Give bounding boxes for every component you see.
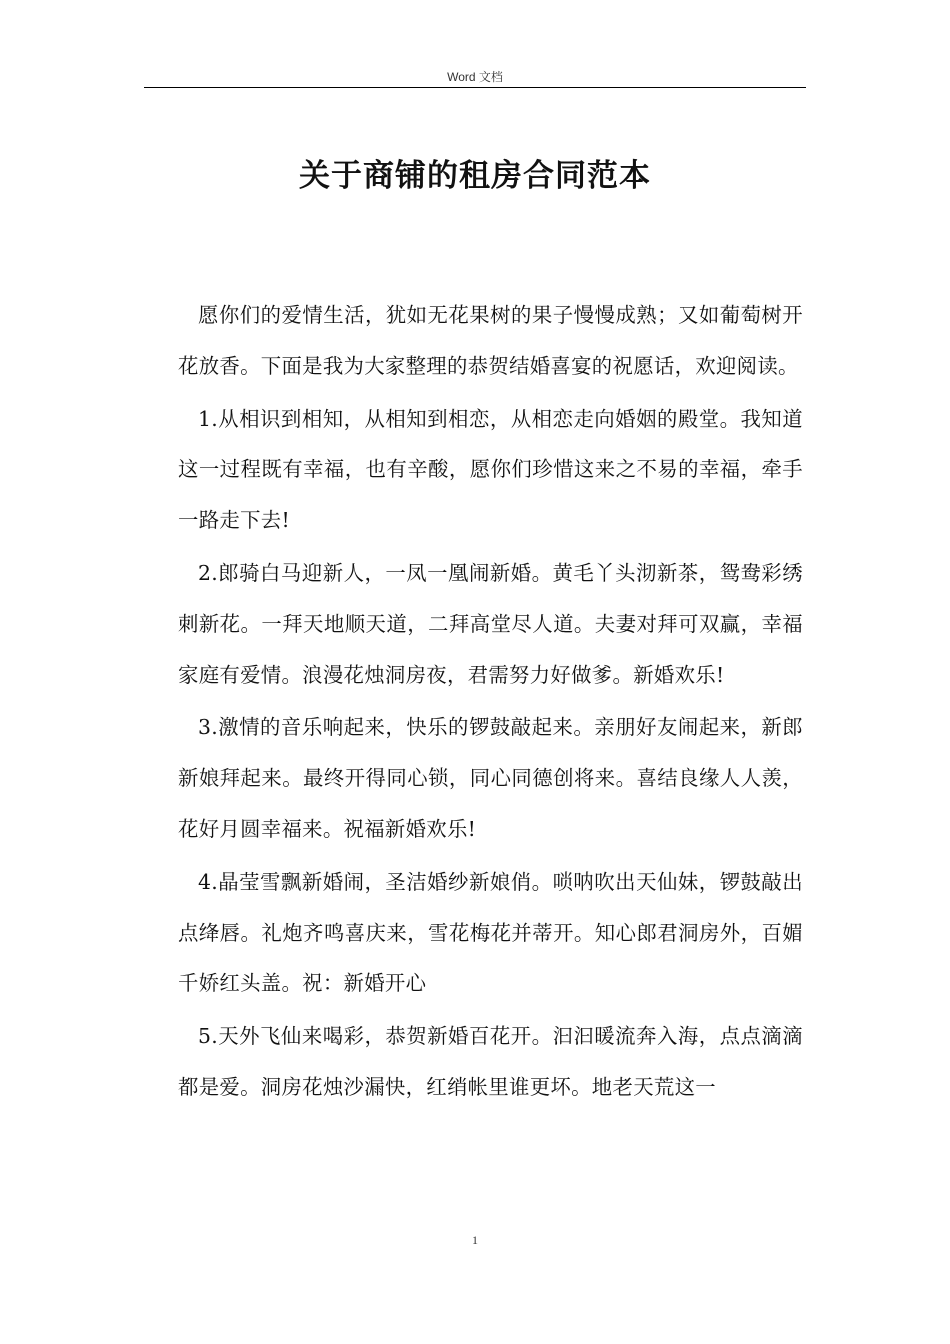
paragraph-1: 1.从相识到相知，从相知到相恋，从相恋走向婚姻的殿堂。我知道这一过程既有幸福，也有辛酸，愿你们珍惜这来之不易的幸福，牵手一路走下去! bbox=[178, 406, 803, 533]
paragraph-2: 2.郎骑白马迎新人，一凤一凰闹新婚。黄毛丫头沏新茶，鸳鸯彩绣刺新花。一拜天地顺天道，二拜高堂尽人道。夫妻对拜可双赢，幸福家庭有爱情。浪漫花烛洞房夜，君需努力好做爹。新婚欢乐! bbox=[178, 560, 803, 687]
header-rule bbox=[144, 87, 806, 88]
paragraph-4: 4.晶莹雪飘新婚闹，圣洁婚纱新娘俏。唢呐吹出天仙妹，锣鼓敲出点绛唇。礼炮齐鸣喜庆来，雪花梅花并蒂开。知心郎君洞房外，百媚千娇红头盖。祝：新婚开心 bbox=[178, 869, 803, 996]
paragraph-intro: 愿你们的爱情生活，犹如无花果树的果子慢慢成熟；又如葡萄树开花放香。下面是我为大家整理的恭贺结婚喜宴的祝愿话，欢迎阅读。 bbox=[178, 303, 803, 378]
paragraph-5: 5.天外飞仙来喝彩，恭贺新婚百花开。汩汩暖流奔入海，点点滴滴都是爱。洞房花烛沙漏快，红绡帐里谁更坏。地老天荒这一 bbox=[178, 1024, 803, 1099]
paragraph-3: 3.激情的音乐响起来，快乐的锣鼓敲起来。亲朋好友闹起来，新郎新娘拜起来。最终开得同心锁，同心同德创将来。喜结良缘人人羡，花好月圆幸福来。祝福新婚欢乐! bbox=[178, 715, 803, 841]
document-body bbox=[178, 290, 803, 1115]
document-title: 关于商铺的租房合同范本 bbox=[299, 158, 651, 194]
page-number: 1 bbox=[472, 1233, 478, 1247]
page-header: Word 文档 bbox=[447, 70, 503, 84]
